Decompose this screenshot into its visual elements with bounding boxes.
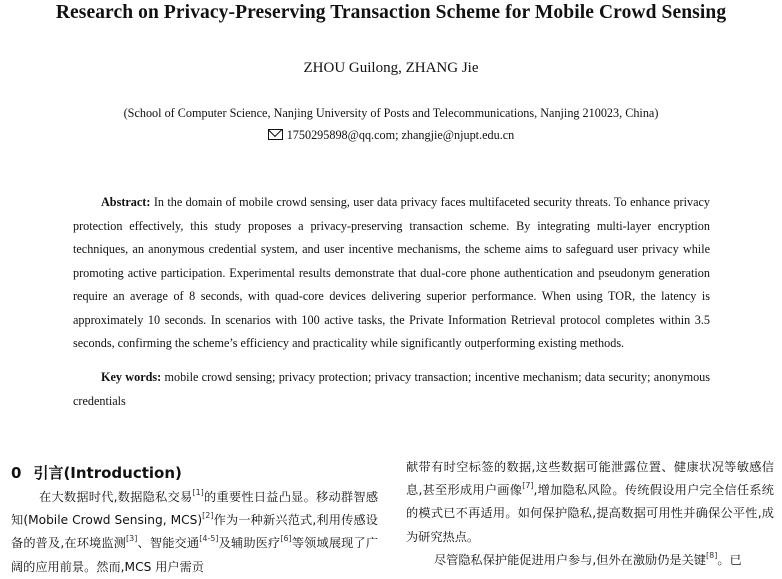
- citation-ref[interactable]: [7]: [522, 481, 534, 491]
- affiliation: (School of Computer Science, Nanjing University of Posts and Telecommunications, Nanjing 210023, China): [123, 106, 659, 120]
- keywords: [73, 366, 710, 413]
- section-title: 引言(Introduction): [33, 464, 182, 482]
- abstract: [73, 191, 710, 356]
- envelope-icon: [268, 129, 283, 140]
- section-number: 0: [11, 464, 22, 482]
- intro-text-1: 在大数据时代,数据隐私交易: [39, 490, 193, 504]
- keywords-text: mobile crowd sensing; privacy protection; privacy transaction; incentive mechanism; data security; anonymous credentials: [73, 370, 711, 408]
- intro-text-2: 的重要性日益凸显。移动群智感知(Mobile Crowd Sensing, MCS): [11, 490, 379, 528]
- abstract-text: In the domain of mobile crowd sensing, user data privacy faces multifaceted security threats. To enhance privacy protection effectively, this study proposes a privacy-preserving transaction scheme. By integrating multi-layer encryption techniques, an anonymous credential system, and user incentive mechanisms, the scheme aims to safeguard user privacy while promoting active participation. Experimental results demonstrate that dual-core phone authentication and pseudonym generation require an average of 8 seconds, with quad-core devices delivering superior performance. When using TOR, the latency is approximately 10 seconds. In scenarios with 100 active tasks, the Private Information Retrieval protocol completes within 3.5 seconds, confirming the scheme’s efficiency and practicality while significantly outperforming existing methods.: [73, 195, 711, 350]
- intro-paragraph: [11, 486, 378, 579]
- intro-text-6: 等领域展现了广阔的应用前景。然而,MCS 用户需贡: [11, 536, 379, 574]
- intro-text-4: 、智能交通: [137, 536, 200, 551]
- citation-ref[interactable]: [3]: [126, 534, 138, 544]
- paper-title: Research on Privacy-Preserving Transaction Scheme for Mobile Crowd Sensing: [55, 2, 727, 23]
- left-column: [11, 460, 378, 579]
- email-text[interactable]: 1750295898@qq.com; zhangjie@njupt.edu.cn: [286, 128, 515, 142]
- abstract-label: Abstract:: [101, 195, 151, 209]
- right-column: [406, 456, 774, 572]
- continued-text-2: ,增加隐私风险。传统假设用户完全信任系统的模式已不再适用。如何保护隐私,提高数据可用性并确保公平性,成为研究热点。: [406, 483, 774, 544]
- continued-paragraph: [406, 456, 774, 549]
- keywords-label: Key words:: [101, 370, 162, 384]
- citation-ref[interactable]: [1]: [192, 488, 204, 497]
- incentive-text-2: 。已: [717, 552, 742, 567]
- section-heading: [11, 460, 378, 486]
- intro-text-5: 及辅助医疗: [218, 536, 281, 551]
- email-line: [0, 128, 782, 143]
- citation-ref[interactable]: [4-5]: [199, 534, 219, 544]
- author-list: ZHOU Guilong, ZHANG Jie: [303, 60, 479, 76]
- incentive-text-1: 尽管隐私保护能促进用户参与,但外在激励仍是关键: [434, 552, 706, 567]
- citation-ref[interactable]: [6]: [280, 534, 292, 544]
- continued-text-1: 献带有时空标签的数据,这些数据可能泄露位置、健康状况等敏感信息,甚至形成用户画像: [406, 460, 774, 498]
- intro-text-3: 作为一种新兴范式,利用传感设备的普及,在环境监测: [11, 513, 378, 551]
- citation-ref[interactable]: [8]: [706, 550, 718, 560]
- citation-ref[interactable]: [2]: [202, 511, 214, 521]
